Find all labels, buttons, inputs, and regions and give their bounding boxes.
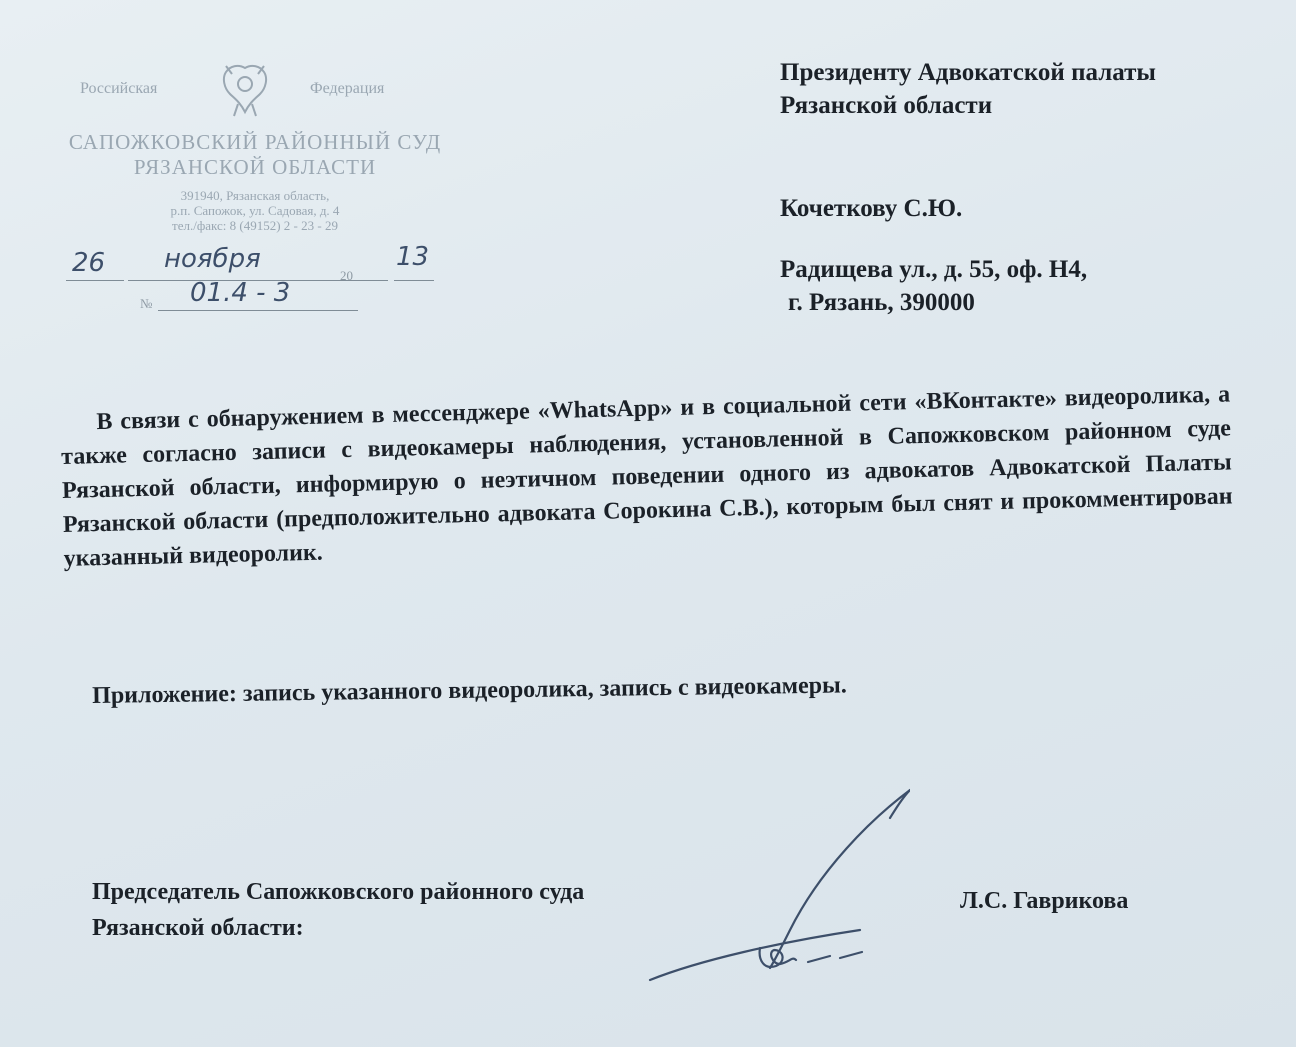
signatory-name: Л.С. Гаврикова: [960, 888, 1129, 914]
country-left: Российская: [80, 80, 158, 97]
court-address-line-2: р.п. Сапожок, ул. Садовая, д. 4: [170, 203, 340, 218]
date-year: 13: [396, 242, 430, 272]
letterhead-top: [40, 60, 470, 124]
signature-title: [92, 874, 584, 946]
court-address-line-1: 391940, Рязанская область,: [180, 188, 330, 203]
coat-of-arms-icon: [212, 60, 278, 120]
country-right: Федерация: [310, 80, 385, 97]
number-value: 01.4 - 3: [190, 278, 291, 308]
number-line: [140, 278, 360, 316]
date-day: 26: [72, 248, 106, 278]
letterhead: [40, 60, 470, 233]
number-label: №: [140, 296, 153, 311]
year-prefix: 20: [340, 268, 353, 283]
letter-body: [60, 377, 1234, 576]
attachment-note: Приложение: запись указанного видеоролика, запись с видеокамеры.: [92, 672, 847, 709]
addressee: [780, 56, 1156, 319]
signature-title-line-1: Председатель Сапожковского районного суда: [92, 879, 585, 905]
addressee-address-2: г. Рязань, 390000: [788, 289, 975, 316]
addressee-line-1: Президенту Адвокатской палаты: [780, 59, 1156, 86]
signature-title-line-2: Рязанской области:: [92, 915, 304, 941]
court-address: [40, 188, 470, 233]
court-line-1: САПОЖКОВСКИЙ РАЙОННЫЙ СУД: [68, 130, 442, 154]
addressee-name: Кочеткову С.Ю.: [780, 195, 963, 222]
addressee-address-1: Радищева ул., д. 55, оф. Н4,: [780, 256, 1088, 283]
court-line-2: РЯЗАНСКОЙ ОБЛАСТИ: [133, 155, 377, 179]
handwritten-signature: [640, 780, 910, 990]
date-month: ноября: [164, 244, 261, 274]
addressee-line-2: Рязанской области: [780, 92, 993, 119]
court-name: [40, 130, 470, 180]
court-address-line-3: тел./факс: 8 (49152) 2 - 23 - 29: [172, 218, 338, 233]
body-paragraph: В связи с обнаружением в мессенджере «WhatsApp» и в социальной сети «ВКонтакте» видеоролика, а также согласно записи с видеокамеры наблюдения, установленной в Сапожковском районном суде Рязанской области, информирую о неэтичном поведении одного из адвокатов Адвокатской Палаты Рязанской области (предположительно адвоката Сорокина С.В.), которым был снят и прокомментирован указанный видеоролик.: [60, 381, 1233, 572]
